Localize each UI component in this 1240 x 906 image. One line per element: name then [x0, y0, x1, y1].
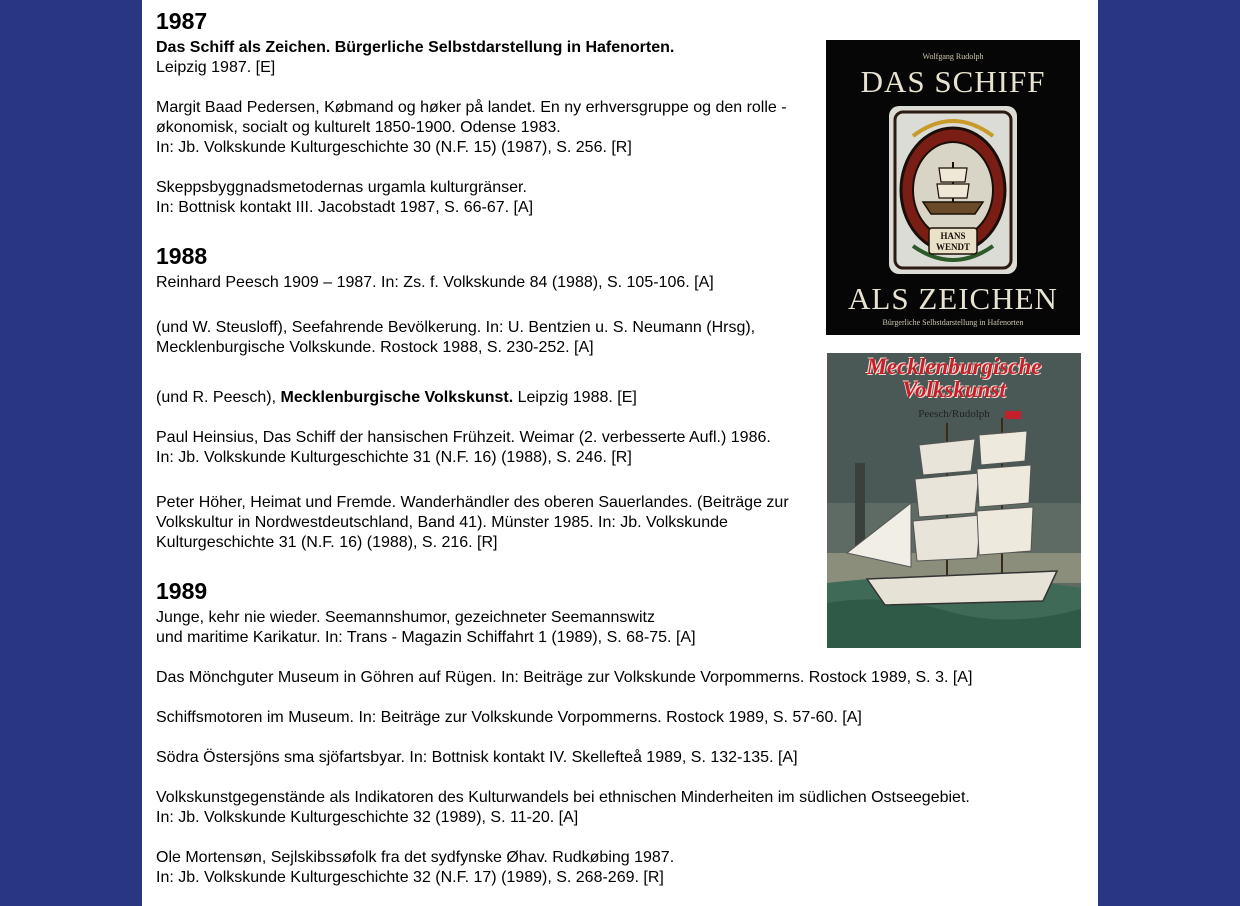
entry-line: (und R. Peesch), [156, 389, 281, 406]
cover-title [827, 355, 1081, 401]
entry-line: In: Bottnisk kontakt III. Jacobstadt 1987, S. 66-67. [A] [156, 199, 534, 216]
entry-line: In: Jb. Volkskunde Kulturgeschichte 31 (N.F. 16) (1988), S. 246. [R] [156, 449, 632, 466]
cover-subtitle: Bürgerliche Selbstdarstellung in Hafenorten [882, 318, 1024, 327]
entry-line: Margit Baad Pedersen, Købmand og høker på landet. En ny erhversgruppe og den rolle - [156, 99, 787, 116]
entry-line: Volkskunstgegenstände als Indikatoren des Kulturwandels bei ethnischen Minderheiten im südlichen Ostseegebiet. [156, 789, 970, 806]
entry-mecklenburgische-volkskunst [156, 388, 637, 408]
bibliography-page [142, 0, 1098, 906]
entry-line: In: Jb. Volkskunde Kulturgeschichte 32 (N.F. 17) (1989), S. 268-269. [R] [156, 869, 664, 886]
entry-line: Peter Höher, Heimat und Fremde. Wanderhändler des oberen Sauerlandes. (Beiträge zur [156, 494, 789, 511]
entry-line: Paul Heinsius, Das Schiff der hansischen Frühzeit. Weimar (2. verbesserte Aufl.) 1986. [156, 429, 771, 446]
entry-reinhard-peesch: Reinhard Peesch 1909 – 1987. In: Zs. f. Volkskunde 84 (1988), S. 105-106. [A] [156, 274, 714, 291]
entry-line: Kulturgeschichte 31 (N.F. 16) (1988), S. 216. [R] [156, 534, 498, 551]
cover-title-line: Mecklenburgische [866, 354, 1042, 379]
cover-title-line: Volkskunst [902, 377, 1006, 402]
entry-line: (und W. Steusloff), Seefahrende Bevölkerung. In: U. Bentzien u. S. Neumann (Hrsg), [156, 319, 756, 336]
glass-inscription-wendt: WENDT [935, 242, 971, 252]
entry-line: Junge, kehr nie wieder. Seemannshumor, gezeichneter Seemannswitz [156, 609, 655, 626]
year-heading-1989: 1989 [156, 578, 208, 604]
cover-authors: Peesch/Rudolph [918, 408, 990, 420]
cover-author: Wolfgang Rudolph [922, 52, 984, 61]
entry-line: Leipzig 1988. [E] [513, 389, 637, 406]
entry-line: Leipzig 1987. [E] [156, 59, 276, 76]
entry-line: Skeppsbyggnadsmetodernas urgamla kulturgränser. [156, 179, 527, 196]
entry-line: Mecklenburgische Volkskunde. Rostock 1988, S. 230-252. [A] [156, 339, 594, 356]
year-heading-1987: 1987 [156, 8, 208, 34]
cover-title-bottom: ALS ZEICHEN [848, 281, 1058, 316]
book-cover-das-schiff-als-zeichen [826, 40, 1080, 335]
entry-moenchguter-museum: Das Mönchguter Museum in Göhren auf Rügen. In: Beiträge zur Volkskunde Vorpommerns. Rostock 1989, S. 3. [A] [156, 669, 973, 686]
entry-junge-kehr-nie-wieder [156, 608, 696, 648]
entry-mortensoen-review [156, 848, 674, 888]
entry-pedersen-review [156, 98, 787, 158]
entry-skeppsbyggnad [156, 178, 533, 218]
entry-line: In: Jb. Volkskunde Kulturgeschichte 32 (1989), S. 11-20. [A] [156, 809, 579, 826]
cover-title-top: DAS SCHIFF [860, 64, 1046, 99]
entry-line: In: Jb. Volkskunde Kulturgeschichte 30 (N.F. 15) (1987), S. 256. [R] [156, 139, 632, 156]
book-cover-mecklenburgische-volkskunst [827, 353, 1081, 648]
entry-line: Volkskultur in Nordwestdeutschland, Band 41). Münster 1985. In: Jb. Volkskunde [156, 514, 728, 531]
year-heading-1988: 1988 [156, 243, 208, 269]
entry-line: økonomisk, socialt og kulturelt 1850-1900. Odense 1983. [156, 119, 561, 136]
stained-glass-ship-image [889, 106, 1017, 274]
entry-line: Ole Mortensøn, Sejlskibssøfolk fra det sydfynske Øhav. Rudkøbing 1987. [156, 849, 675, 866]
entry-hoeher-review [156, 493, 789, 553]
entry-title: Das Schiff als Zeichen. Bürgerliche Selbstdarstellung in Hafenorten. [156, 39, 675, 56]
entry-line: und maritime Karikatur. In: Trans - Magazin Schiffahrt 1 (1989), S. 68-75. [A] [156, 629, 696, 646]
entry-seefahrende-bevoelkerung [156, 318, 755, 358]
entry-title: Mecklenburgische Volkskunst. [280, 389, 514, 406]
entry-schiffsmotoren: Schiffsmotoren im Museum. In: Beiträge zur Volkskunde Vorpommerns. Rostock 1989, S. 57-60. [A] [156, 709, 862, 726]
glass-inscription-hans: HANS [940, 231, 966, 241]
entry-soedra-oestersjoens: Södra Östersjöns sma sjöfartsbyar. In: Bottnisk kontakt IV. Skellefteå 1989, S. 132-135. [A] [156, 749, 798, 766]
entry-das-schiff-als-zeichen [156, 38, 674, 78]
entry-heinsius-review [156, 428, 771, 468]
entry-volkskunstgegenstaende [156, 788, 970, 828]
